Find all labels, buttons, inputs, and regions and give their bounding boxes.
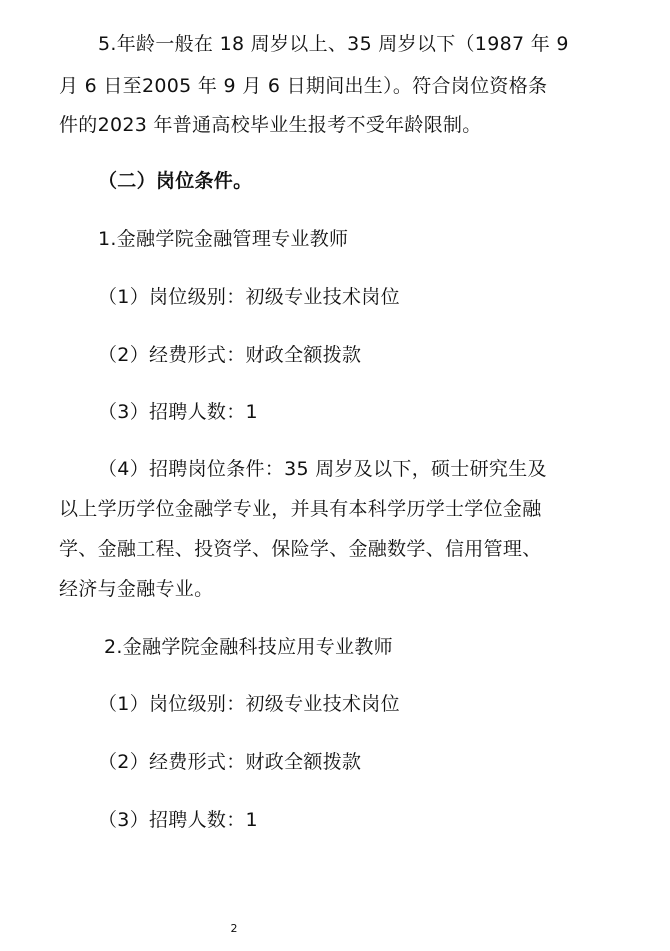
item5-line1: 5.年龄一般在 18 周岁以上、35 周岁以下（1987 年 9 <box>98 33 569 55</box>
page-number: 2 <box>230 922 238 935</box>
post1-conditions-line3: 学、金融工程、投资学、保险学、金融数学、信用管理、 <box>59 538 542 560</box>
item5-line2: 月 6 日至2005 年 9 月 6 日期间出生）。符合岗位资格条 <box>59 75 548 97</box>
post2-level: （1）岗位级别：初级专业技术岗位 <box>98 693 400 715</box>
post1-funding: （2）经费形式：财政全额拨款 <box>98 344 362 366</box>
post2-count: （3）招聘人数：1 <box>98 809 258 831</box>
item5-line3: 件的2023 年普通高校毕业生报考不受年龄限制。 <box>59 114 482 136</box>
post1-conditions-line4: 经济与金融专业。 <box>59 578 214 600</box>
post1-title: 1.金融学院金融管理专业教师 <box>98 228 349 250</box>
post1-level: （1）岗位级别：初级专业技术岗位 <box>98 286 400 308</box>
post1-conditions-line2: 以上学历学位金融学专业，并具有本科学历学士学位金融 <box>59 498 542 520</box>
post2-funding: （2）经费形式：财政全额拨款 <box>98 751 362 773</box>
post1-conditions-line1: （4）招聘岗位条件：35 周岁及以下，硕士研究生及 <box>98 458 547 480</box>
post2-title: 2.金融学院金融科技应用专业教师 <box>104 636 393 658</box>
section2-heading: （二）岗位条件。 <box>98 170 253 192</box>
post1-count: （3）招聘人数：1 <box>98 401 258 423</box>
